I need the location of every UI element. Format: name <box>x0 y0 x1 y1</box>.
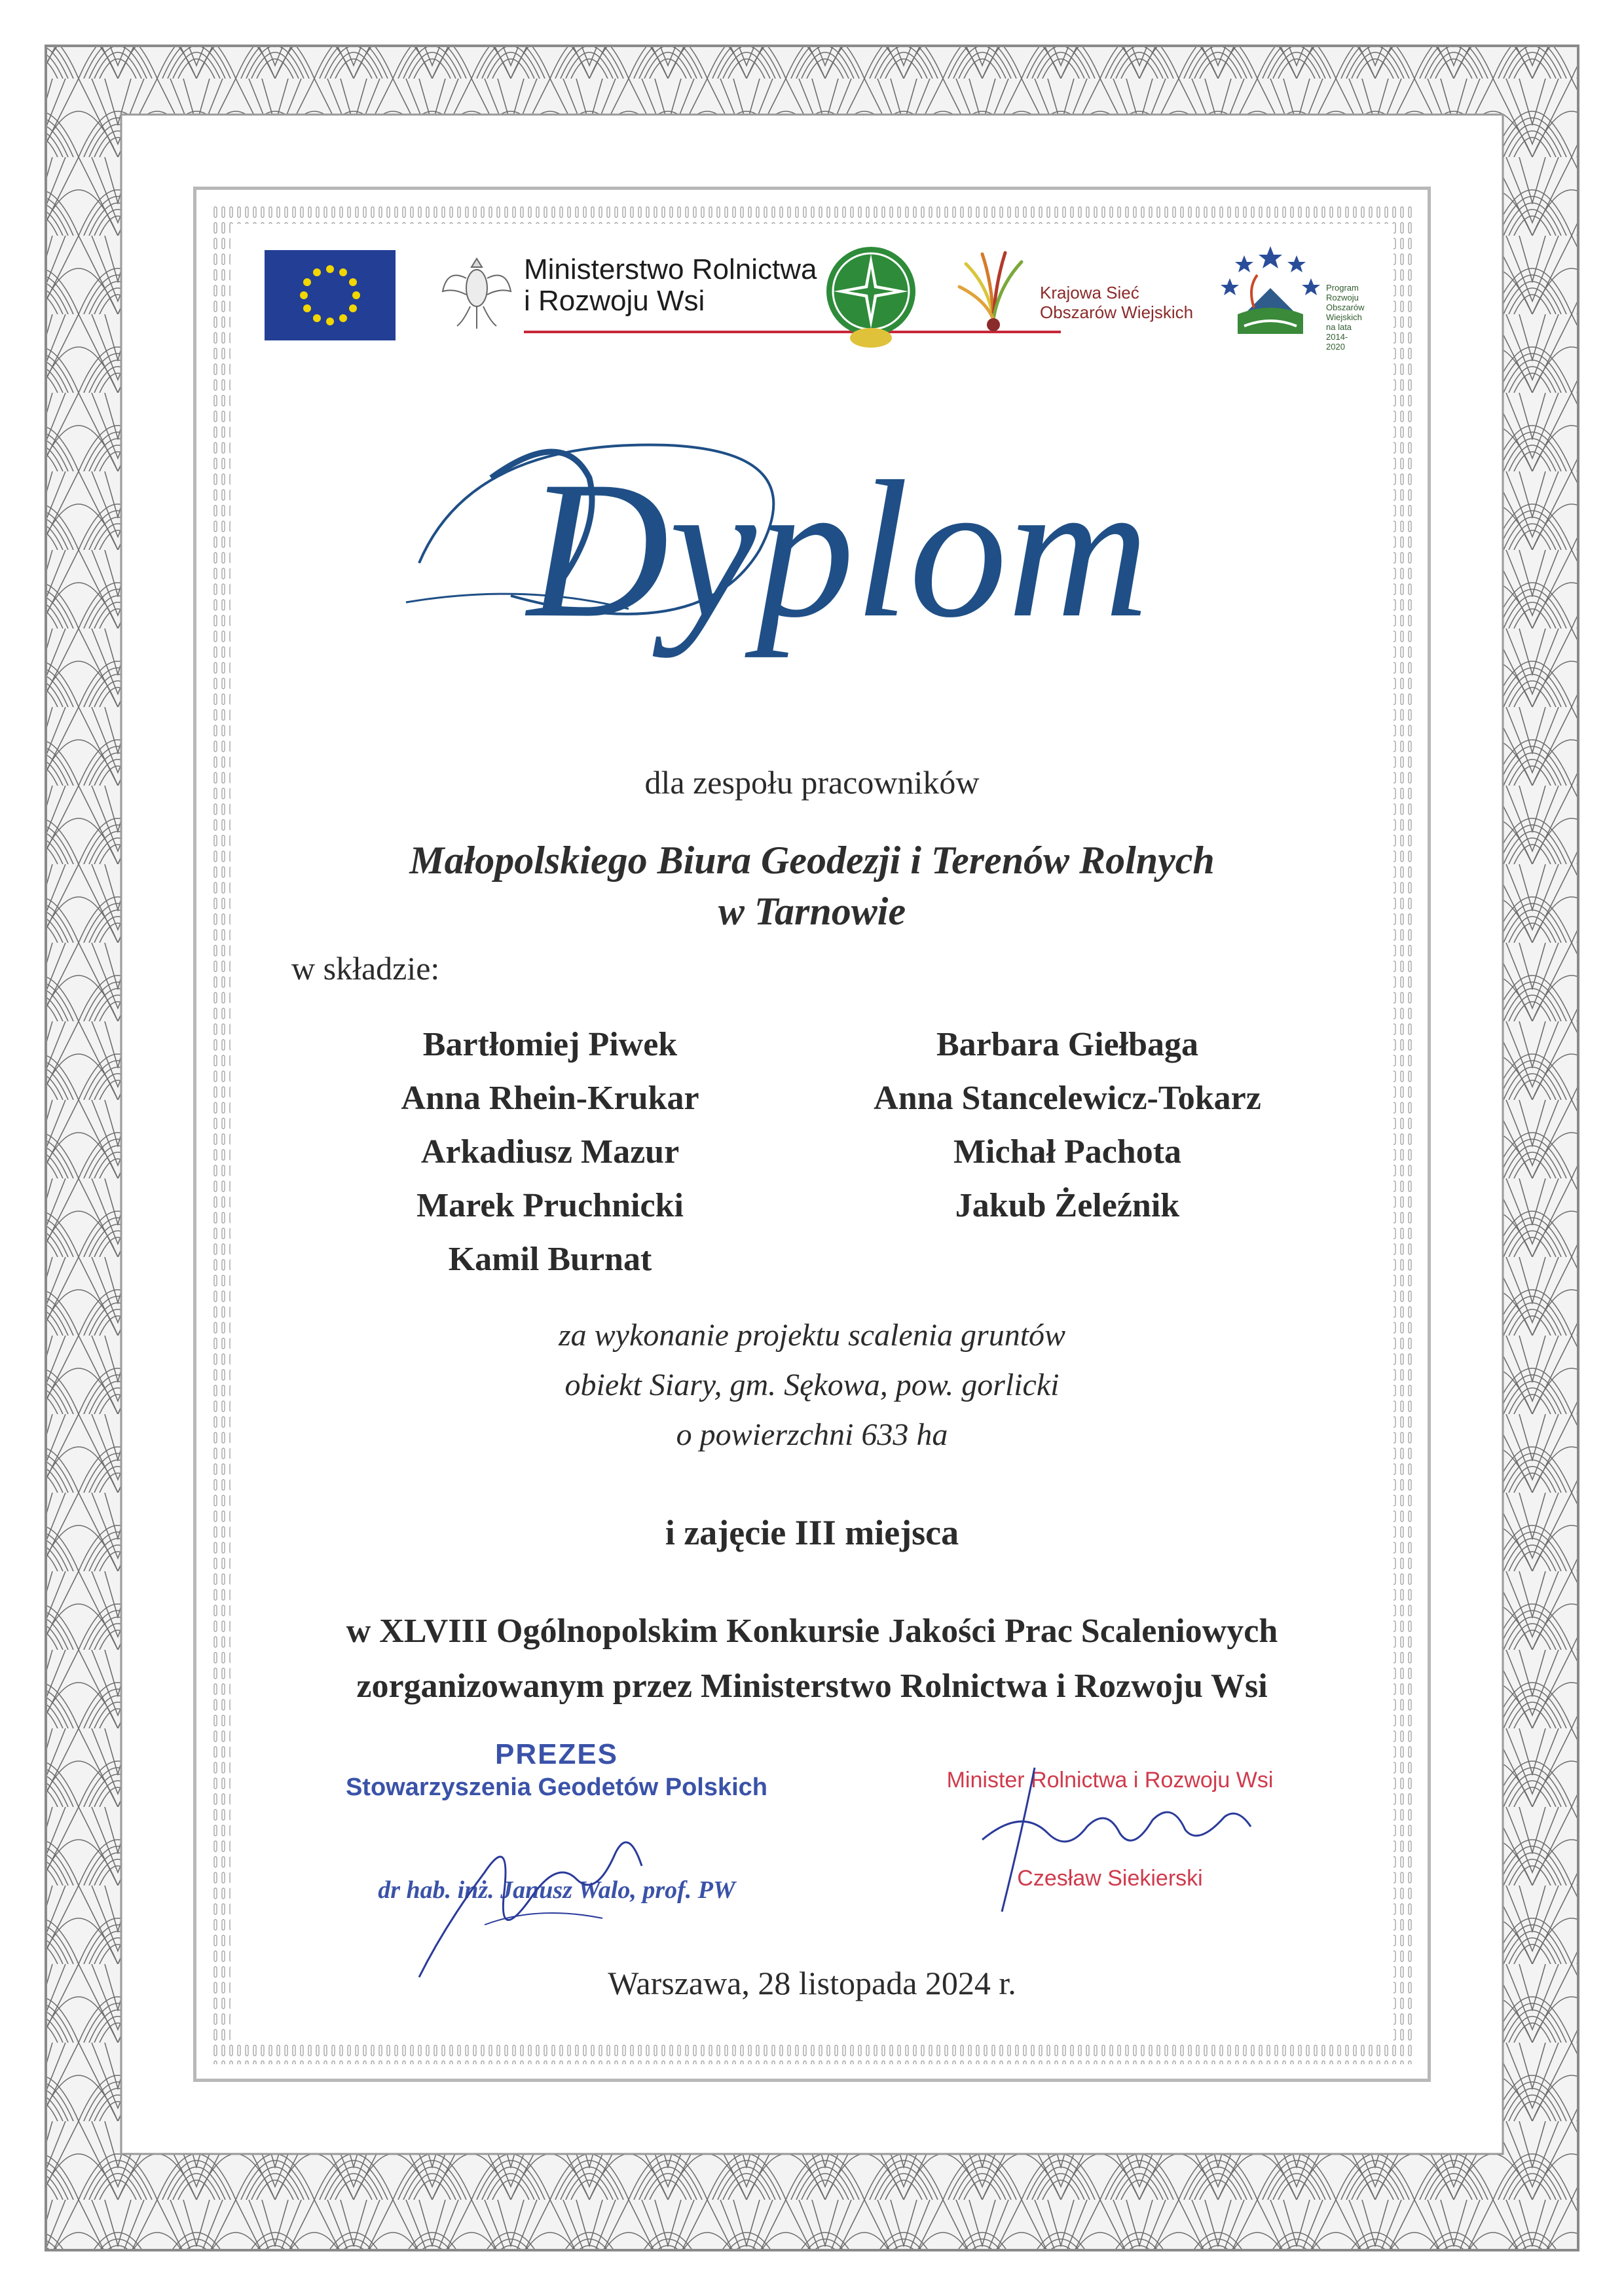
contest-line2: zorganizowanym przez Ministerstwo Rolnictwa i Rozwoju Wsi <box>356 1667 1268 1705</box>
task-description <box>193 1311 1431 1460</box>
organization-line2: w Tarnowie <box>718 890 906 933</box>
prow-line1: Program <box>1326 283 1359 293</box>
signature-right-role: Minister Rolnictwa i Rozwoju Wsi <box>946 1768 1274 1793</box>
prow-line4: Wiejskich <box>1326 312 1362 322</box>
composition-label: w składzie: <box>291 950 440 987</box>
team-member: Anna Rhein-Krukar <box>401 1080 699 1117</box>
prow-line3: Obszarów <box>1326 302 1365 312</box>
prow-line2: Rozwoju <box>1326 293 1359 302</box>
contest-description <box>193 1604 1431 1714</box>
ksow-line1: Krajowa Sieć <box>1040 283 1139 302</box>
team-member: Barbara Giełbaga <box>936 1026 1199 1063</box>
ksow-logo-text <box>1040 283 1193 322</box>
team-member: Anna Stancelewicz-Tokarz <box>874 1080 1261 1117</box>
signature-left-role: PREZES <box>494 1738 619 1770</box>
polish-eagle-emblem-icon <box>437 249 516 337</box>
ministry-logo-text <box>524 254 817 317</box>
logos-row <box>262 242 1365 354</box>
names-right-column <box>819 1018 1316 1233</box>
eu-flag-icon <box>265 250 396 340</box>
handwritten-signature-left <box>406 1794 655 1990</box>
ministry-line1: Ministerstwo Rolnictwa <box>524 253 817 285</box>
prow-line5: na lata 2014-2020 <box>1326 322 1352 352</box>
team-member: Kamil Burnat <box>448 1241 652 1278</box>
task-line2: obiekt Siary, gm. Sękowa, pow. gorlicki <box>564 1368 1060 1402</box>
names-left-column <box>301 1018 799 1286</box>
organization-line1: Małopolskiego Biura Geodezji i Terenów Rolnych <box>409 839 1215 882</box>
team-member: Bartłomiej Piwek <box>422 1026 678 1063</box>
prow-logo-icon <box>1218 242 1323 340</box>
team-member: Jakub Żeleźnik <box>955 1187 1180 1224</box>
contest-line1: w XLVIII Ogólnopolskim Konkursie Jakości Prac Scaleniowych <box>346 1613 1278 1650</box>
sgp-emblem-icon <box>822 242 920 350</box>
ksow-logo-icon <box>953 247 1035 339</box>
diploma-title <box>393 399 1231 707</box>
team-member: Arkadiusz Mazur <box>420 1133 680 1171</box>
team-member: Michał Pachota <box>953 1133 1182 1171</box>
title-text: Dyplom <box>527 441 1149 658</box>
signature-left-stamp <box>321 1738 792 1904</box>
signature-left-organization: Stowarzyszenia Geodetów Polskich <box>345 1774 768 1801</box>
signature-right-person: Czesław Siekierski <box>1017 1866 1203 1891</box>
task-line1: za wykonanie projektu scalenia gruntów <box>558 1318 1066 1353</box>
ksow-line2: Obszarów Wiejskich <box>1040 302 1194 322</box>
handwritten-signature-right <box>943 1755 1270 1918</box>
ministry-line2: i Rozwoju Wsi <box>524 285 705 317</box>
signature-left-person: dr hab. inż. Janusz Walo, prof. PW <box>378 1876 735 1904</box>
team-member: Marek Pruchnicki <box>416 1187 684 1224</box>
place-and-date: Warszawa, 28 listopada 2024 r. <box>608 1965 1016 2001</box>
task-line3: o powierzchni 633 ha <box>676 1417 948 1452</box>
place-awarded: i zajęcie III miejsca <box>665 1513 959 1552</box>
subtitle: dla zespołu pracowników <box>644 764 980 801</box>
prow-logo-text <box>1326 283 1365 352</box>
